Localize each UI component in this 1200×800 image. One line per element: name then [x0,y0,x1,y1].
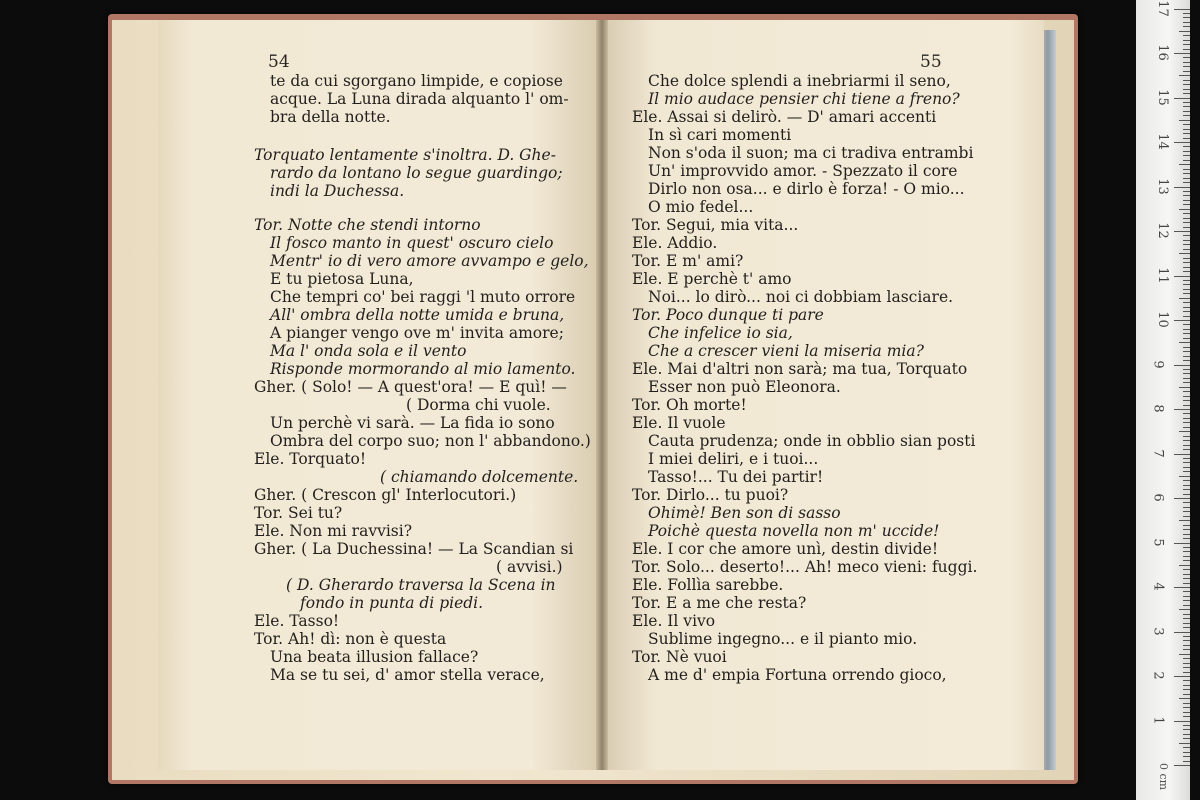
ruler-tick [1183,160,1190,161]
ruler-number: 11 [1154,266,1170,284]
ruler-number: 1 [1150,715,1166,725]
ruler-tick [1174,587,1190,588]
text-line: Gher. ( Solo! — A quest'ora! — E quì! — [254,378,567,396]
ruler-tick [1183,627,1190,628]
text-line: Cauta prudenza; onde in obblio sian posti [648,432,976,450]
text-line: fondo in punta di piedi. [300,594,484,612]
ruler-tick [1183,716,1190,717]
ruler-tick [1183,400,1190,401]
text-line: In sì cari momenti [648,126,792,144]
ruler-tick [1183,333,1190,334]
text-line: Torquato lentamente s'inoltra. D. Ghe- [254,146,556,164]
text-line: rardo da lontano lo segue guardingo; [270,164,563,182]
ruler-tick [1183,200,1190,201]
text-line: I miei deliri, e i tuoi... [648,450,819,468]
ruler-tick [1183,258,1190,259]
ruler-number: 13 [1154,177,1170,195]
ruler-tick [1183,636,1190,637]
text-line: Il fosco manto in quest' oscuro cielo [270,234,554,252]
text-line: ( D. Gherardo traversa la Scena in [286,576,556,594]
text-line: Tor. Solo... deserto!... Ah! meco vieni: fuggi. [632,558,978,576]
ruler-tick [1183,471,1190,472]
ruler-tick [1183,173,1190,174]
text-line: Ohimè! Ben son di sasso [648,504,841,522]
ruler-tick [1183,204,1190,205]
ruler-tick [1183,155,1190,156]
ruler-tick [1179,565,1190,566]
ruler-tick [1183,178,1190,179]
ruler-tick [1183,13,1190,14]
ruler-tick [1183,17,1190,18]
text-line: Non s'oda il suon; ma ci tradiva entrambi [648,144,974,162]
ruler-tick [1183,578,1190,579]
text-line: Tor. Oh morte! [632,396,747,414]
ruler-tick [1174,187,1190,188]
ruler-tick [1183,222,1190,223]
ruler-tick [1183,556,1190,557]
ruler-tick [1183,494,1190,495]
text-line: Ele. Assai si delirò. — D' amari accenti [632,108,937,126]
left-page-number: 54 [268,52,290,72]
ruler-tick [1179,698,1190,699]
ruler-number: 4 [1150,582,1166,591]
ruler-tick [1183,235,1190,236]
text-line: acque. La Luna dirada alquanto l' om- [270,90,569,108]
ruler-tick [1183,756,1190,757]
ruler-tick [1183,284,1190,285]
ruler-tick [1183,640,1190,641]
ruler-number: 7 [1150,448,1166,458]
ruler-tick [1183,244,1190,245]
ruler-tick [1183,591,1190,592]
measuring-ruler [1136,0,1190,800]
text-line: Ele. Follìa sarebbe. [632,576,784,594]
text-line: Ele. I cor che amore unì, destin divide! [632,540,939,558]
ruler-tick [1183,703,1190,704]
ruler-tick [1183,26,1190,27]
ruler-tick [1183,89,1190,90]
ruler-tick [1183,115,1190,116]
ruler-tick [1183,124,1190,125]
ruler-tick [1183,227,1190,228]
ruler-tick [1183,529,1190,530]
ruler-tick [1183,712,1190,713]
text-line: Tor. Notte che stendi intorno [254,216,481,234]
ruler-tick [1183,49,1190,50]
text-line: ( chiamando dolcemente. [380,468,579,486]
text-line: Tor. Ah! dì: non è questa [254,630,447,648]
ruler-tick [1183,62,1190,63]
ruler-tick [1183,427,1190,428]
text-line: Ele. Tasso! [254,612,340,630]
ruler-tick [1183,645,1190,646]
ruler-tick [1179,164,1190,165]
ruler-number: 14 [1154,133,1170,150]
ruler-tick [1183,623,1190,624]
ruler-tick [1174,409,1190,410]
ruler-tick [1183,262,1190,263]
ruler-tick [1179,298,1190,299]
ruler-tick [1174,142,1190,143]
ruler-tick [1183,307,1190,308]
text-line: Che tempri co' bei raggi 'l muto orrore [270,288,576,306]
ruler-tick [1174,454,1190,455]
ruler-tick [1183,146,1190,147]
text-line: Il mio audace pensier chi tiene a freno? [648,90,960,108]
ruler-tick [1183,191,1190,192]
ruler-tick [1183,360,1190,361]
ruler-tick [1174,231,1190,232]
ruler-tick [1183,685,1190,686]
ruler-tick [1183,138,1190,139]
ruler-tick [1183,516,1190,517]
ruler-tick [1183,467,1190,468]
text-line: Tor. Segui, mia vita... [632,216,799,234]
text-line: bra della notte. [270,108,391,126]
ruler-tick [1183,267,1190,268]
ruler-tick [1183,373,1190,374]
text-line: E tu pietosa Luna, [270,270,414,288]
ruler-tick [1179,654,1190,655]
text-line: A pianger vengo ove m' invita amore; [270,324,564,342]
ruler-tick [1179,476,1190,477]
text-line: Un' improvvido amor. - Spezzato il core [648,162,958,180]
ruler-tick [1183,502,1190,503]
text-line: Un perchè vi sarà. — La fida io sono [270,414,555,432]
ruler-tick [1183,694,1190,695]
text-line: ( Dorma chi vuole. [406,396,551,414]
ruler-tick [1174,632,1190,633]
ruler-tick [1174,676,1190,677]
ruler-tick [1183,35,1190,36]
text-line: Tor. E m' ami? [632,252,744,270]
text-line: Tor. E a me che resta? [632,594,807,612]
text-line: All' ombra della notte umida e bruna, [270,306,565,324]
ruler-tick [1183,534,1190,535]
ruler-tick [1183,747,1190,748]
ruler-number: 15 [1154,88,1170,106]
ruler-tick [1183,480,1190,481]
ruler-tick [1183,329,1190,330]
text-line: Sublime ingegno... e il pianto mio. [648,630,918,648]
ruler-number: 9 [1150,359,1166,369]
ruler-tick [1183,80,1190,81]
text-line: Ma l' onda sola e il vento [270,342,467,360]
ruler-tick [1179,342,1190,343]
ruler-tick [1183,507,1190,508]
ruler-tick [1183,672,1190,673]
ruler-tick [1183,462,1190,463]
ruler-number: 3 [1150,626,1166,636]
text-line: Mentr' io di vero amore avvampo e gelo, [270,252,589,270]
ruler-tick [1183,378,1190,379]
ruler-tick [1183,289,1190,290]
ruler-tick [1174,276,1190,277]
ruler-tick [1183,560,1190,561]
text-line: Poichè questa novella non m' uccide! [648,522,940,540]
text-line: Gher. ( Crescon gl' Interlocutori.) [254,486,517,504]
text-line: Tor. Sei tu? [254,504,343,522]
text-line: Ele. Addio. [632,234,718,252]
ruler-tick [1183,738,1190,739]
ruler-tick [1179,431,1190,432]
text-line: Dirlo non osa... e dirlo è forza! - O mio... [648,180,965,198]
ruler-number: 2 [1150,671,1166,680]
ruler-tick [1183,84,1190,85]
ruler-number: 10 [1154,311,1170,328]
text-line: Tor. Dirlo... tu puoi? [632,486,789,504]
ruler-tick [1183,195,1190,196]
text-line: Ele. E perchè t' amo [632,270,792,288]
ruler-tick [1174,320,1190,321]
ruler-tick [1183,102,1190,103]
ruler-tick [1183,547,1190,548]
ruler-tick [1183,271,1190,272]
ruler-tick [1183,169,1190,170]
ruler-tick [1183,22,1190,23]
ruler-tick [1183,311,1190,312]
ruler-tick [1183,680,1190,681]
text-line: Una beata illusion fallace? [270,648,479,666]
ruler-number: 17 [1154,0,1170,17]
ruler-tick [1183,436,1190,437]
ruler-tick [1183,391,1190,392]
ruler-tick [1179,120,1190,121]
text-line: Ele. Torquato! [254,450,367,468]
ruler-tick [1183,151,1190,152]
text-line: Gher. ( La Duchessina! — La Scandian si [254,540,574,558]
ruler-tick [1174,543,1190,544]
text-line: A me d' empia Fortuna orrendo gioco, [648,666,947,684]
ruler-number: 16 [1154,44,1170,61]
ruler-number: 8 [1150,404,1166,413]
text-line: Che dolce splendi a inebriarmi il seno, [648,72,951,90]
ruler-tick [1183,213,1190,214]
text-line: Risponde mormorando al mio lamento. [270,360,576,378]
text-line: Noi... lo dirò... noi ci dobbiam lasciare. [648,288,954,306]
ruler-tick [1174,53,1190,54]
ruler-tick [1179,520,1190,521]
ruler-tick [1179,387,1190,388]
text-line: Ele. Non mi ravvisi? [254,522,413,540]
ruler-tick [1183,614,1190,615]
ruler-tick [1183,57,1190,58]
ruler-tick [1183,707,1190,708]
ruler-tick [1183,725,1190,726]
ruler-tick [1183,605,1190,606]
text-line: Tor. Nè vuoi [632,648,727,666]
text-line: Che a crescer vieni la miseria mia? [648,342,924,360]
ruler-tick [1183,66,1190,67]
ruler-tick [1183,302,1190,303]
ruler-tick [1174,9,1190,10]
ruler-tick [1183,133,1190,134]
ruler-tick [1179,743,1190,744]
text-line: O mio fedel... [648,198,754,216]
ruler-tick [1183,405,1190,406]
text-line: Ele. Mai d'altri non sarà; ma tua, Torquato [632,360,968,378]
ruler-tick [1183,663,1190,664]
ruler-tick [1183,440,1190,441]
ruler-tick [1174,721,1190,722]
text-line: ( avvisi.) [496,558,563,576]
ruler-tick [1179,609,1190,610]
text-line: Ele. Il vuole [632,414,726,432]
ruler-tick [1174,765,1190,766]
ruler-tick [1183,71,1190,72]
ruler-number: 5 [1150,537,1166,547]
ruler-tick [1183,40,1190,41]
ruler-tick [1183,458,1190,459]
ruler-tick [1183,649,1190,650]
ruler-tick [1183,106,1190,107]
ruler-tick [1183,583,1190,584]
text-line: Esser non può Eleonora. [648,378,841,396]
ruler-tick [1183,445,1190,446]
ruler-tick [1183,761,1190,762]
ruler-tick [1174,365,1190,366]
ruler-tick [1183,569,1190,570]
ruler-tick [1183,129,1190,130]
ruler-tick [1183,525,1190,526]
ruler-tick [1183,667,1190,668]
ruler-tick [1183,574,1190,575]
ruler-tick [1174,98,1190,99]
ruler-tick [1183,752,1190,753]
text-line: te da cui sgorgano limpide, e copiose [270,72,563,90]
ruler-unit-label: 0 cm [1157,762,1171,791]
book-gutter [596,20,608,770]
ruler-number: 12 [1154,222,1170,239]
ruler-tick [1183,658,1190,659]
ruler-tick [1183,618,1190,619]
ruler-tick [1183,240,1190,241]
ruler-number: 6 [1150,493,1166,502]
ruler-tick [1183,489,1190,490]
ruler-tick [1183,734,1190,735]
text-line: indi la Duchessa. [270,182,405,200]
text-line: Che infelice io sia, [648,324,793,342]
ruler-tick [1179,75,1190,76]
ruler-tick [1183,538,1190,539]
ruler-tick [1183,418,1190,419]
ruler-tick [1183,356,1190,357]
right-page-number: 55 [920,52,942,72]
text-line: Ele. Il vivo [632,612,716,630]
ruler-tick [1183,382,1190,383]
ruler-tick [1183,413,1190,414]
ruler-tick [1183,324,1190,325]
ruler-tick [1183,600,1190,601]
ruler-tick [1183,449,1190,450]
ruler-tick [1183,280,1190,281]
ruler-tick [1179,31,1190,32]
ruler-tick [1183,218,1190,219]
ruler-tick [1183,729,1190,730]
ruler-tick [1183,293,1190,294]
ruler-tick [1183,485,1190,486]
ruler-tick [1183,316,1190,317]
text-line: Tor. Poco dunque ti pare [632,306,824,324]
ruler-tick [1183,596,1190,597]
ruler-tick [1183,44,1190,45]
ruler-tick [1183,347,1190,348]
ruler-tick [1183,249,1190,250]
text-line: Tasso!... Tu dei partir! [648,468,824,486]
ruler-tick [1183,422,1190,423]
ruler-tick [1183,93,1190,94]
ruler-tick [1183,551,1190,552]
ruler-tick [1183,351,1190,352]
ruler-tick [1174,498,1190,499]
ruler-tick [1183,511,1190,512]
ruler-tick [1183,338,1190,339]
text-line: Ma se tu sei, d' amor stella verace, [270,666,545,684]
text-line: Ombra del corpo suo; non l' abbandono.) [270,432,591,450]
ruler-tick [1183,111,1190,112]
ruler-tick [1179,209,1190,210]
ruler-tick [1183,182,1190,183]
ruler-tick [1183,689,1190,690]
ruler-tick [1179,253,1190,254]
ruler-tick [1183,369,1190,370]
ruler-tick [1183,396,1190,397]
